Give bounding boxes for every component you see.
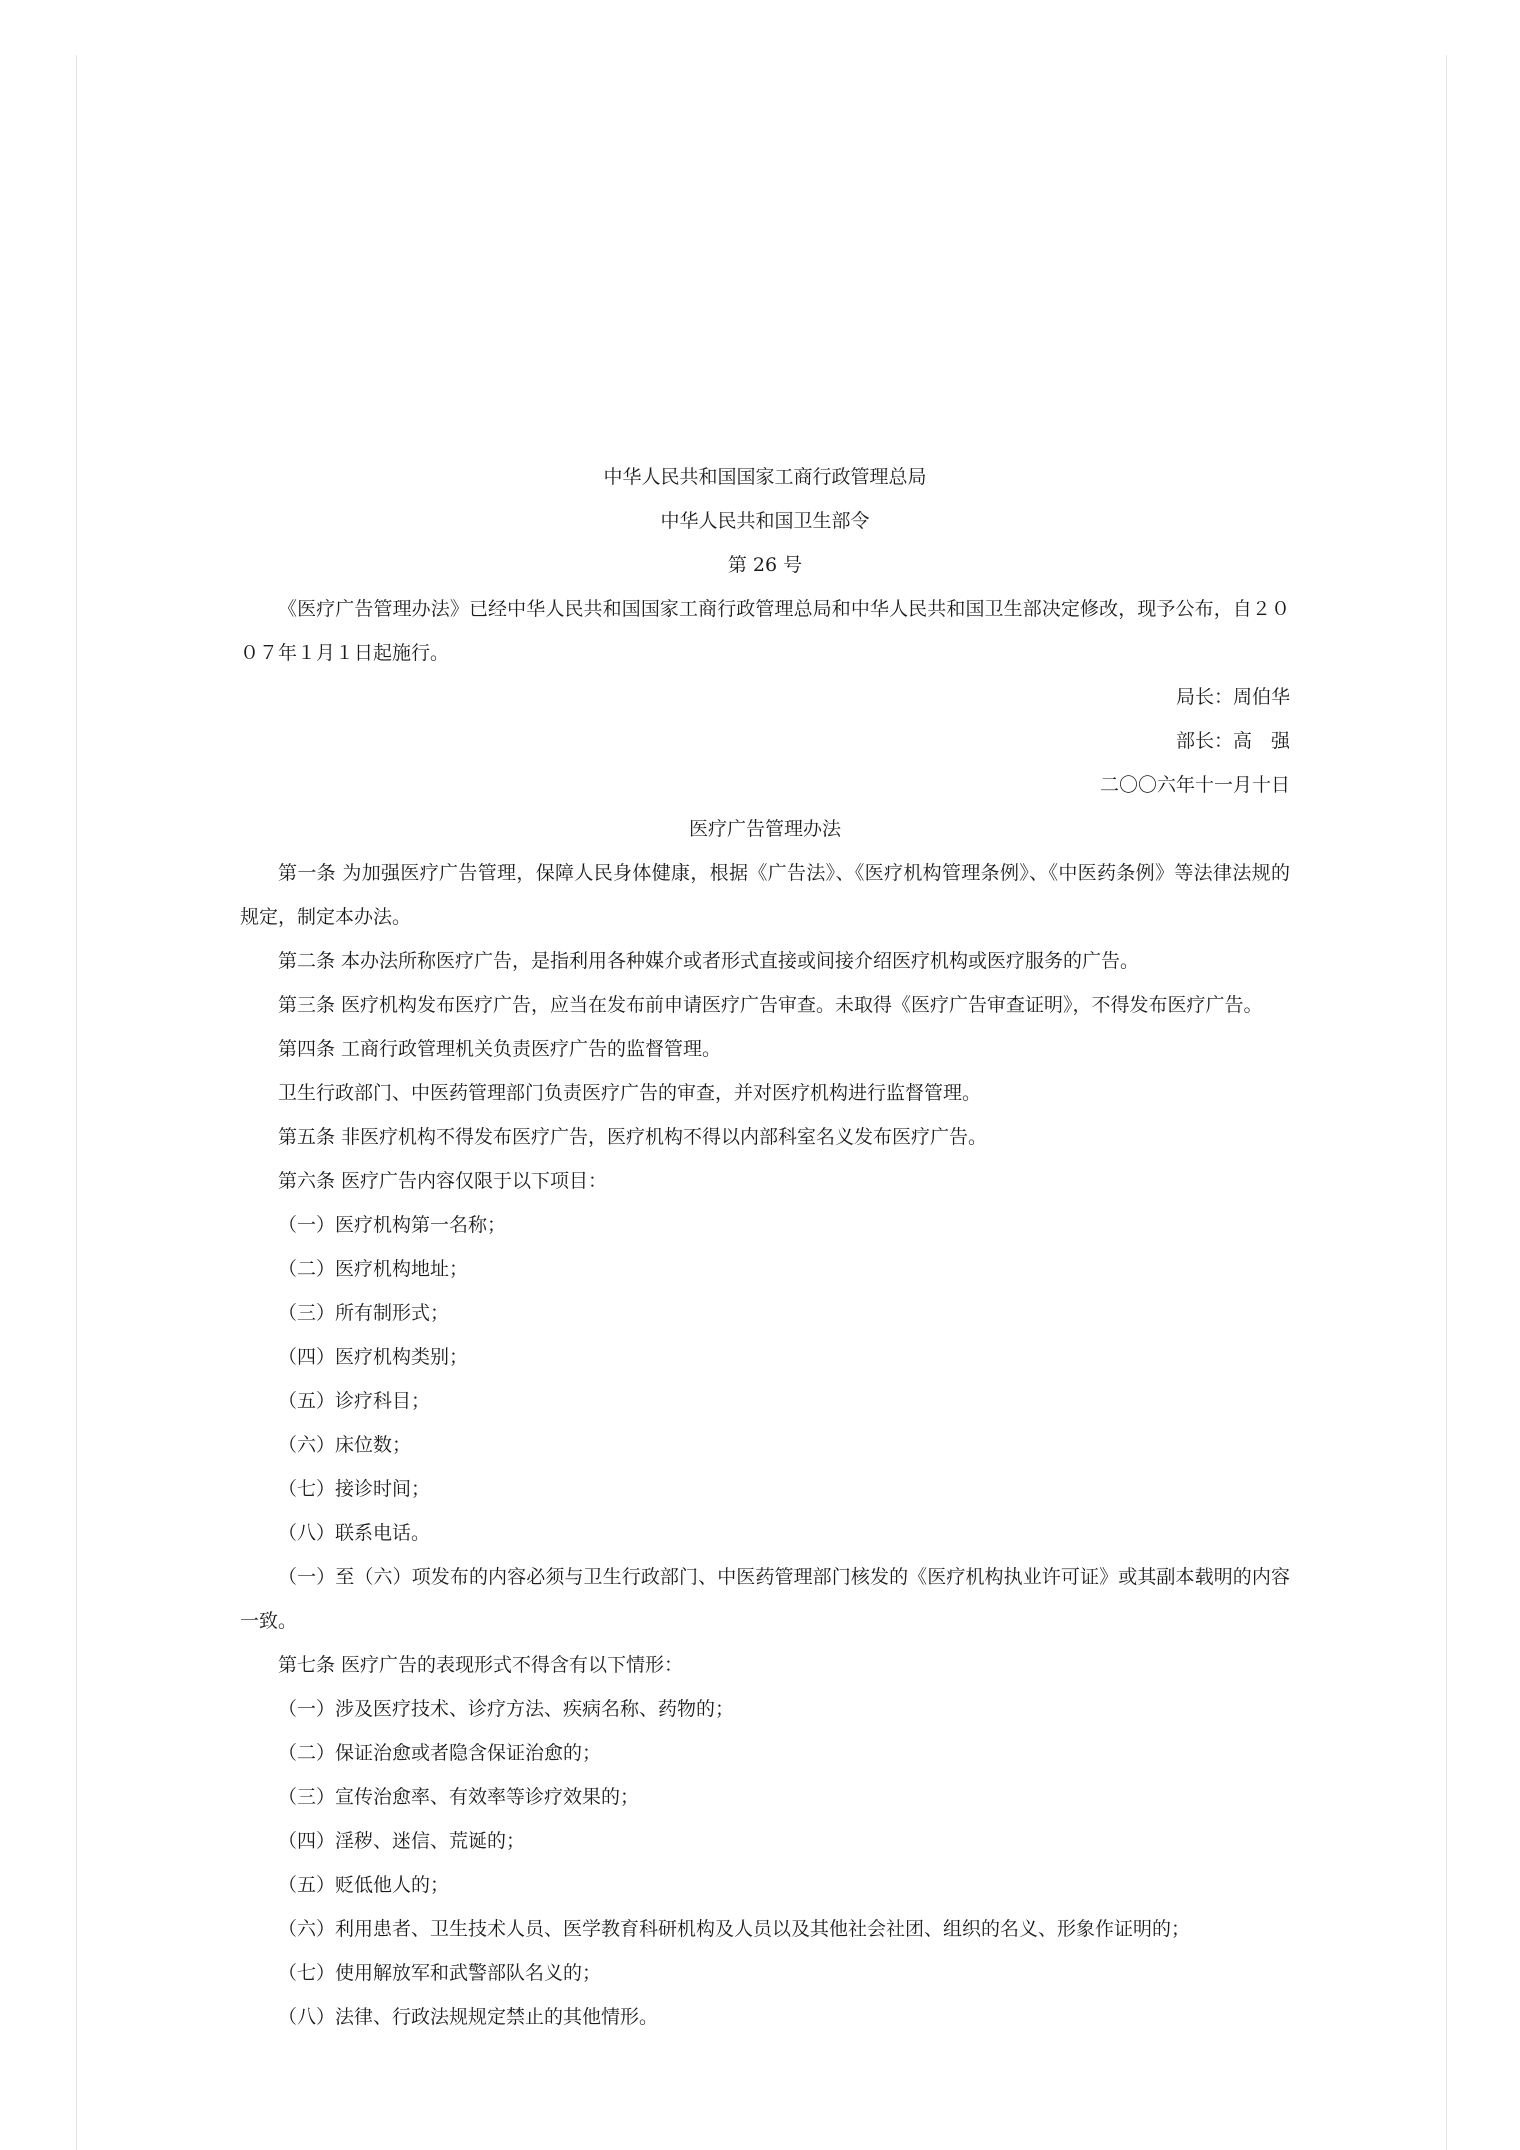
article-2: 第二条 本办法所称医疗广告，是指利用各种媒介或者形式直接或间接介绍医疗机构或医疗服务的广告。 (278, 950, 1140, 972)
signature-minister: 部长：高 强 (1175, 730, 1290, 752)
article-7: 第七条 医疗广告的表现形式不得含有以下情形： (278, 1654, 684, 1676)
decree-title: 中华人民共和国卫生部令 (660, 510, 870, 532)
article-5: 第五条 非医疗机构不得发布医疗广告，医疗机构不得以内部科室名义发布医疗广告。 (278, 1126, 988, 1148)
list-item: （六）床位数； (278, 1434, 412, 1456)
order-number: 第 26 号 (727, 554, 803, 576)
page-border-right (1446, 55, 1447, 2150)
list-item: （五）诊疗科目； (278, 1390, 431, 1412)
document-title: 医疗广告管理办法 (688, 818, 841, 840)
list-item: （二）保证治愈或者隐含保证治愈的； (278, 1742, 602, 1764)
issue-date: 二〇〇六年十一月十日 (1099, 774, 1290, 796)
document-body (240, 455, 1290, 2039)
signature-bureau-chief: 局长：周伯华 (1175, 686, 1290, 708)
article-6: 第六条 医疗广告内容仅限于以下项目： (278, 1170, 608, 1192)
article-1: 第一条 为加强医疗广告管理，保障人民身体健康，根据《广告法》、《医疗机构管理条例》、《中医药条例》等法律法规的规定，制定本办法。 (240, 862, 1290, 928)
list-item: （一）涉及医疗技术、诊疗方法、疾病名称、药物的； (278, 1698, 735, 1720)
preamble: 《医疗广告管理办法》已经中华人民共和国国家工商行政管理总局和中华人民共和国卫生部决定修改，现予公布，自２００７年１月１日起施行。 (240, 598, 1290, 664)
list-item: （二）医疗机构地址； (278, 1258, 469, 1280)
article-4: 第四条 工商行政管理机关负责医疗广告的监督管理。 (278, 1038, 722, 1060)
list-item: （四）医疗机构类别； (278, 1346, 469, 1368)
list-item: （四）淫秽、迷信、荒诞的； (278, 1830, 526, 1852)
list-item: （七）使用解放军和武警部队名义的； (278, 1962, 602, 1984)
list-item: （三）所有制形式； (278, 1302, 450, 1324)
list-item: （六）利用患者、卫生技术人员、医学教育科研机构及人员以及其他社会社团、组织的名义、形象作证明的； (278, 1918, 1191, 1940)
page-border-left (76, 55, 77, 2150)
list-item: （八）联系电话。 (278, 1522, 431, 1544)
article-3: 第三条 医疗机构发布医疗广告，应当在发布前申请医疗广告审查。未取得《医疗广告审查证明》，不得发布医疗广告。 (278, 994, 1263, 1016)
list-item: （五）贬低他人的； (278, 1874, 450, 1896)
agency-name: 中华人民共和国国家工商行政管理总局 (603, 466, 927, 488)
list-item: （三）宣传治愈率、有效率等诊疗效果的； (278, 1786, 640, 1808)
article-4-para-2: 卫生行政部门、中医药管理部门负责医疗广告的审查，并对医疗机构进行监督管理。 (278, 1082, 982, 1104)
list-item: （八）法律、行政法规规定禁止的其他情形。 (278, 2006, 659, 2028)
list-item: （一）医疗机构第一名称； (278, 1214, 507, 1236)
article-6-note: （一）至（六）项发布的内容必须与卫生行政部门、中医药管理部门核发的《医疗机构执业许可证》或其副本载明的内容一致。 (240, 1566, 1290, 1632)
list-item: （七）接诊时间； (278, 1478, 431, 1500)
